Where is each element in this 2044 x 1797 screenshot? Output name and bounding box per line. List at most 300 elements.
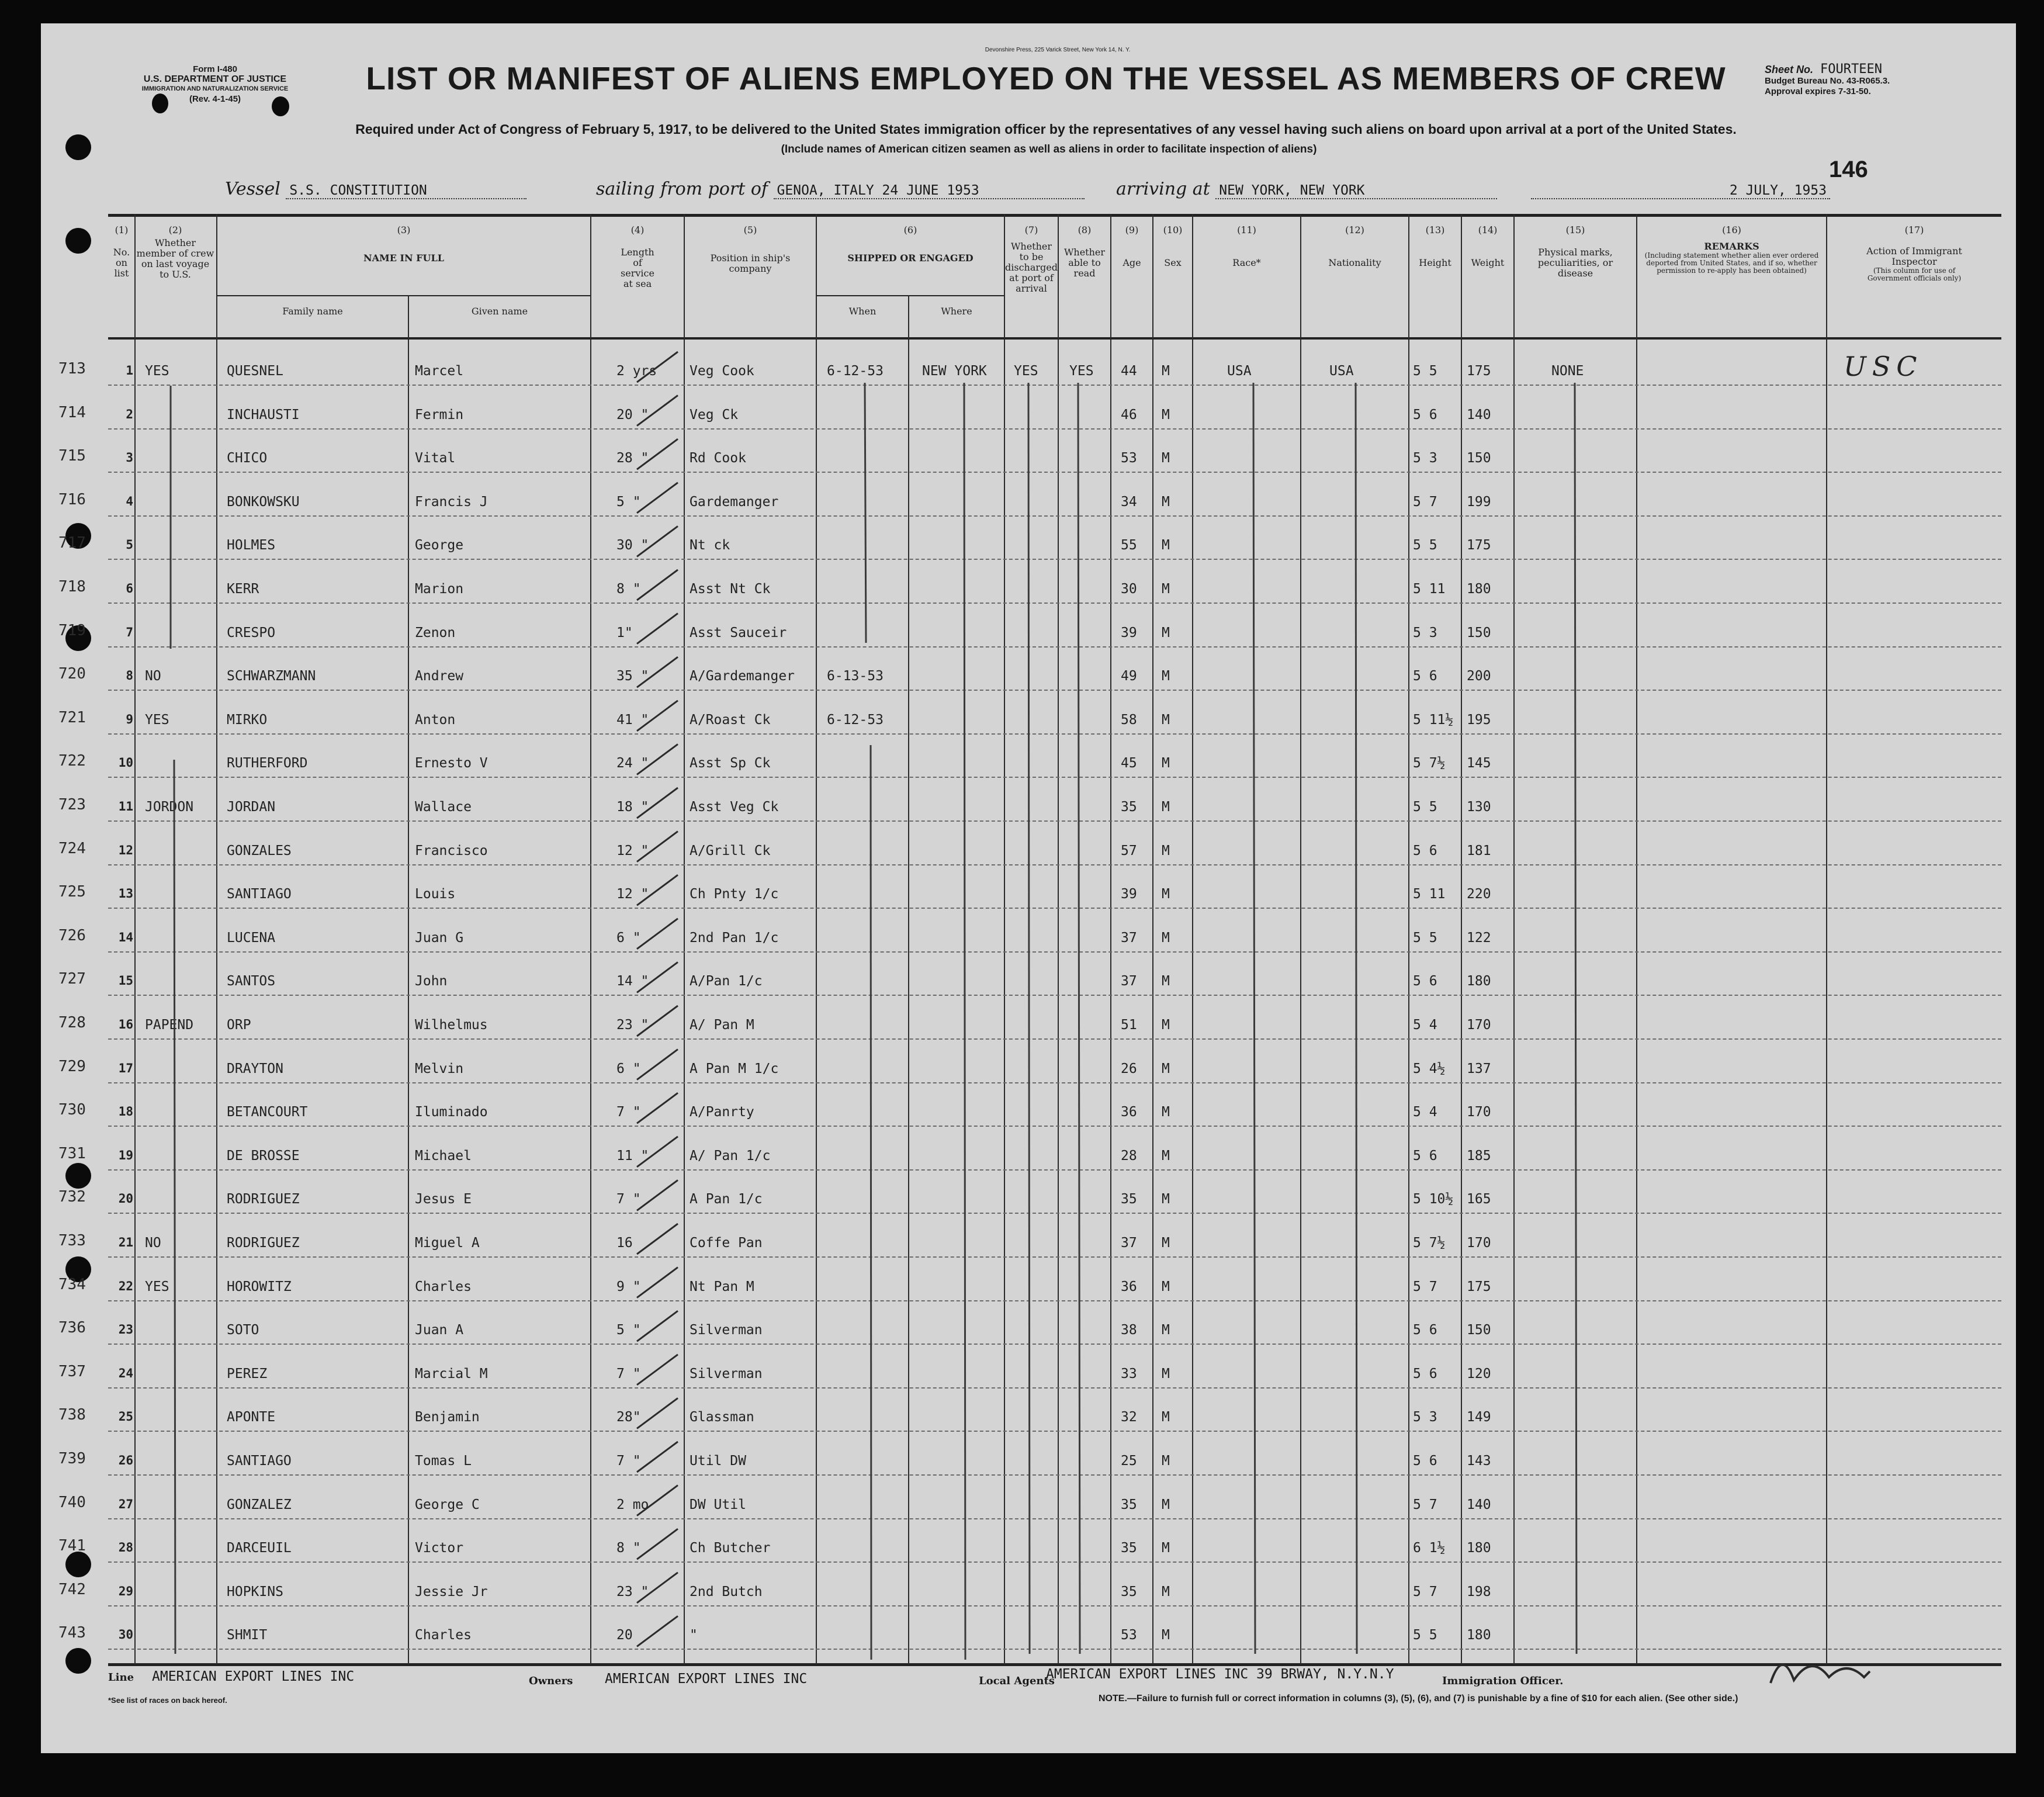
given-name-cell: Louis: [415, 887, 456, 902]
col7-number: (7): [1024, 224, 1038, 236]
service-length-cell: 28": [616, 1410, 641, 1425]
row-rule: [108, 603, 2001, 604]
given-name-cell: Juan G: [415, 930, 464, 946]
name-subheader-rule: [216, 295, 590, 296]
position-cell: 2nd Pan 1/c: [690, 930, 779, 946]
row-rule: [108, 472, 2001, 473]
given-name-cell: Charles: [415, 1628, 472, 1643]
col5-label: Position in ship's company: [710, 252, 791, 274]
col8-number: (8): [1078, 224, 1092, 236]
position-cell: Asst Sauceir: [690, 625, 787, 640]
row-rule: [108, 1082, 2001, 1083]
height-cell: 5 6: [1413, 843, 1437, 858]
given-name-cell: Marcial M: [415, 1366, 488, 1381]
weight-cell: 170: [1467, 1104, 1491, 1120]
row-number-cell: 19: [118, 1148, 133, 1162]
col11-label: Race*: [1232, 257, 1261, 268]
margin-number: 739: [58, 1450, 86, 1467]
sex-cell: M: [1162, 1584, 1170, 1599]
row-number-cell: 22: [118, 1279, 133, 1293]
weight-cell: 150: [1467, 1322, 1491, 1338]
service-length-cell: 24 ": [616, 756, 649, 771]
crew-status-cell: JORDON: [145, 799, 194, 815]
col3-number: (3): [397, 224, 411, 236]
age-cell: 38: [1121, 1322, 1137, 1338]
age-cell: 55: [1121, 538, 1137, 553]
family-name-cell: SCHWARZMANN: [227, 669, 316, 684]
sex-cell: M: [1162, 974, 1170, 989]
margin-number: 731: [58, 1144, 86, 1162]
position-cell: A Pan M 1/c: [690, 1061, 779, 1076]
row-number-cell: 3: [126, 451, 133, 465]
crew-status-cell: PAPEND: [145, 1017, 194, 1033]
margin-number: 730: [58, 1101, 86, 1119]
given-name-cell: Juan A: [415, 1322, 464, 1338]
position-cell: A Pan 1/c: [690, 1192, 763, 1207]
row-rule: [108, 428, 2001, 430]
age-cell: 49: [1121, 669, 1137, 684]
service-length-cell: 20 ": [616, 407, 649, 423]
col9-number: (9): [1125, 224, 1139, 236]
shipped-when-cell: 6-13-53: [827, 669, 884, 684]
col7-label: Whether to be discharged at port of arrival: [1005, 241, 1058, 294]
age-cell: 37: [1121, 930, 1137, 946]
margin-number: 729: [58, 1057, 86, 1075]
column-divider: [1192, 214, 1193, 1664]
col16-header: [1637, 225, 1826, 275]
weight-cell: 180: [1467, 974, 1491, 989]
col9-header: [1111, 225, 1152, 268]
row-rule: [108, 1649, 2001, 1650]
arriving-label: arriving at: [1116, 179, 1210, 199]
line-value: AMERICAN EXPORT LINES INC: [152, 1669, 355, 1684]
col12-label: Nationality: [1328, 257, 1381, 268]
family-name-cell: RODRIGUEZ: [227, 1235, 300, 1251]
service-length-cell: 5 ": [616, 1322, 641, 1338]
col3a-header: Family name: [282, 306, 343, 317]
family-name-cell: DRAYTON: [227, 1061, 283, 1076]
margin-number: 727: [58, 970, 86, 988]
subtitle: Required under Act of Congress of February 5, 1917, to be delivered to the United States immigration officer by the representatives of any vessel having such aliens on board upon arrival at a port of the United States.: [355, 122, 1737, 137]
family-name-cell: SANTIAGO: [227, 887, 292, 902]
sex-cell: M: [1162, 1628, 1170, 1643]
family-name-cell: SANTOS: [227, 974, 276, 989]
col10-label: Sex: [1164, 257, 1182, 268]
margin-number: 726: [58, 926, 86, 944]
row-rule: [108, 1256, 2001, 1258]
weight-cell: 149: [1467, 1410, 1491, 1425]
given-name-cell: Jesus E: [415, 1192, 472, 1207]
row-number-cell: 28: [118, 1540, 133, 1555]
age-cell: 30: [1121, 581, 1137, 597]
immigration-officer-label: Immigration Officer.: [1442, 1675, 1564, 1687]
weight-cell: 145: [1467, 756, 1491, 771]
row-number-cell: 16: [118, 1017, 133, 1031]
service-check-stroke: [637, 1093, 678, 1123]
family-name-cell: SOTO: [227, 1322, 259, 1338]
service-length-cell: 1": [616, 625, 633, 640]
row-rule: [108, 385, 2001, 386]
weight-cell: 220: [1467, 887, 1491, 902]
row-number-cell: 1: [126, 363, 133, 378]
row-rule: [108, 951, 2001, 953]
row-number-cell: 12: [118, 843, 133, 857]
weight-cell: 198: [1467, 1584, 1491, 1599]
col2-number: (2): [168, 224, 182, 236]
age-cell: 25: [1121, 1453, 1137, 1469]
given-name-cell: George: [415, 538, 464, 553]
height-cell: 5 10½: [1413, 1192, 1454, 1207]
service-check-stroke: [637, 614, 678, 644]
col8-header: [1059, 225, 1110, 279]
col13-label: Height: [1419, 257, 1451, 268]
position-cell: Ch Butcher: [690, 1540, 771, 1556]
weight-cell: 130: [1467, 799, 1491, 815]
sex-cell: M: [1162, 1148, 1170, 1164]
family-name-cell: DARCEUIL: [227, 1540, 292, 1556]
given-name-cell: George C: [415, 1497, 480, 1512]
margin-number: 728: [58, 1014, 86, 1031]
col13-number: (13): [1425, 224, 1445, 236]
sex-cell: M: [1162, 407, 1170, 423]
margin-number: 742: [58, 1580, 86, 1598]
col6a-header: When: [848, 306, 877, 317]
given-name-cell: Tomas L: [415, 1453, 472, 1469]
races-note: *See list of races on back hereof.: [108, 1696, 227, 1705]
col14-label: Weight: [1471, 257, 1505, 268]
service-check-stroke: [637, 1050, 678, 1080]
weight-cell: 181: [1467, 843, 1491, 858]
age-cell: 35: [1121, 1540, 1137, 1556]
service-length-cell: 30 ": [616, 538, 649, 553]
family-name-cell: BONKOWSKU: [227, 494, 300, 510]
punch-hole: [65, 228, 91, 254]
row-number-cell: 26: [118, 1453, 133, 1467]
position-cell: Gardemanger: [690, 494, 779, 510]
col6b-header: Where: [941, 306, 972, 317]
height-cell: 5 5: [1413, 930, 1437, 946]
weight-cell: 150: [1467, 451, 1491, 466]
height-cell: 5 7: [1413, 1279, 1437, 1294]
service-length-cell: 41 ": [616, 712, 649, 728]
family-name-cell: SHMIT: [227, 1628, 268, 1643]
col6-number: (6): [903, 224, 917, 236]
table-bottom-rule: [108, 1663, 2001, 1666]
service-check-stroke: [637, 483, 678, 513]
arriving-line: [1116, 179, 1497, 208]
col4-number: (4): [630, 224, 645, 236]
sailing-line: [596, 179, 1085, 208]
height-cell: 5 3: [1413, 625, 1437, 640]
row-number-cell: 2: [126, 407, 133, 421]
service-length-cell: 6 ": [616, 930, 641, 946]
age-cell: 37: [1121, 1235, 1137, 1251]
row-rule: [108, 777, 2001, 778]
height-cell: 5 5: [1413, 1628, 1437, 1643]
column-divider: [816, 214, 817, 1664]
col17-number: (17): [1904, 224, 1924, 236]
age-cell: 35: [1121, 1497, 1137, 1512]
service-length-cell: 28 ": [616, 451, 649, 466]
age-cell: 33: [1121, 1366, 1137, 1381]
column-divider: [134, 214, 136, 1664]
header-bottom-rule: [108, 337, 2001, 340]
margin-number: 734: [58, 1275, 86, 1293]
sex-cell: M: [1162, 1497, 1170, 1512]
family-name-cell: HOROWITZ: [227, 1279, 292, 1294]
row-number-cell: 11: [118, 799, 133, 813]
family-name-cell: ORP: [227, 1017, 251, 1033]
col14-header: [1462, 225, 1513, 268]
family-name-cell: DE BROSSE: [227, 1148, 300, 1164]
row-number-cell: 9: [126, 712, 133, 726]
service-length-cell: 6 ": [616, 1061, 641, 1076]
height-cell: 5 5: [1413, 799, 1437, 815]
row-number-cell: 8: [126, 669, 133, 683]
position-cell: A/Roast Ck: [690, 712, 771, 728]
height-cell: 5 11½: [1413, 712, 1454, 728]
margin-number: 741: [58, 1537, 86, 1555]
position-cell: Silverman: [690, 1322, 763, 1338]
age-cell: 44: [1121, 363, 1137, 379]
local-agents-label: Local Agents: [979, 1675, 1055, 1687]
margin-number: 723: [58, 796, 86, 813]
manifest-page: [41, 23, 2016, 1753]
column-divider: [684, 214, 685, 1664]
service-length-cell: 23 ": [616, 1017, 649, 1033]
form-revision: (Rev. 4-1-45): [189, 94, 241, 104]
service-length-cell: 8 ": [616, 581, 641, 597]
height-cell: 5 6: [1413, 407, 1437, 423]
position-cell: A/Gardemanger: [690, 669, 795, 684]
sex-cell: M: [1162, 363, 1170, 379]
height-cell: 6 1½: [1413, 1540, 1446, 1556]
row-rule: [108, 1344, 2001, 1345]
row-number-cell: 17: [118, 1061, 133, 1075]
margin-number: 740: [58, 1493, 86, 1511]
col15-header: [1515, 225, 1636, 279]
col3-label: NAME IN FULL: [363, 252, 444, 264]
col10-header: [1153, 225, 1192, 268]
date-line: [1531, 179, 1830, 208]
given-name-cell: Vital: [415, 451, 456, 466]
position-cell: Asst Sp Ck: [690, 756, 771, 771]
margin-number: 722: [58, 752, 86, 770]
service-check-stroke: [637, 1180, 678, 1210]
margin-number: 737: [58, 1362, 86, 1380]
margin-number: 720: [58, 665, 86, 683]
owners-value: AMERICAN EXPORT LINES INC: [605, 1671, 808, 1687]
row-number-cell: 29: [118, 1584, 133, 1598]
service-length-cell: 14 ": [616, 974, 649, 989]
col11-number: (11): [1237, 224, 1256, 236]
col3-header: [217, 225, 590, 264]
arriving-port: NEW YORK, NEW YORK: [1215, 183, 1497, 199]
row-rule: [108, 515, 2001, 517]
row-rule: [108, 733, 2001, 735]
height-cell: 5 7: [1413, 1584, 1437, 1599]
height-cell: 5 7½: [1413, 756, 1446, 771]
punch-hole: [65, 1648, 91, 1674]
weight-cell: 180: [1467, 581, 1491, 597]
column-divider: [1513, 214, 1515, 1664]
family-name-cell: BETANCOURT: [227, 1104, 308, 1120]
height-cell: 5 11: [1413, 581, 1446, 597]
sex-cell: M: [1162, 494, 1170, 510]
sex-cell: M: [1162, 1235, 1170, 1251]
row-number-cell: 6: [126, 581, 133, 595]
given-name-cell: Wilhelmus: [415, 1017, 488, 1033]
shipped-subheader-rule: [816, 295, 1004, 296]
service-check-stroke: [637, 1398, 678, 1428]
sex-cell: M: [1162, 1104, 1170, 1120]
row-rule: [108, 1561, 2001, 1563]
crew-status-cell: NO: [145, 1235, 161, 1251]
row-rule: [108, 1431, 2001, 1432]
age-cell: 45: [1121, 756, 1137, 771]
service-length-cell: 2 yrs: [616, 363, 657, 379]
nationality-cell: USA: [1329, 363, 1354, 379]
age-cell: 53: [1121, 1628, 1137, 1643]
family-name-cell: JORDAN: [227, 799, 276, 815]
margin-number: 715: [58, 447, 86, 465]
crew-status-cell: YES: [145, 712, 169, 728]
subtitle-note: (Include names of American citizen seamen as well as aliens in order to facilitate inspection of aliens): [781, 143, 1317, 155]
sex-cell: M: [1162, 799, 1170, 815]
given-name-cell: Victor: [415, 1540, 464, 1556]
given-name-cell: John: [415, 974, 448, 989]
row-number-cell: 5: [126, 538, 133, 552]
sex-cell: M: [1162, 843, 1170, 858]
age-cell: 53: [1121, 451, 1137, 466]
weight-cell: 175: [1467, 363, 1491, 379]
family-name-cell: CRESPO: [227, 625, 276, 640]
age-cell: 35: [1121, 799, 1137, 815]
col4-label: Length of service at sea: [621, 247, 654, 289]
stamped-page-number: 146: [1829, 157, 1868, 182]
sex-cell: M: [1162, 930, 1170, 946]
family-name-cell: KERR: [227, 581, 259, 597]
weight-cell: 180: [1467, 1628, 1491, 1643]
col10-number: (10): [1163, 224, 1183, 236]
margin-number: 717: [58, 534, 86, 552]
family-name-cell: QUESNEL: [227, 363, 283, 379]
family-name-cell: CHICO: [227, 451, 268, 466]
sex-cell: M: [1162, 451, 1170, 466]
height-cell: 5 6: [1413, 1322, 1437, 1338]
height-cell: 5 5: [1413, 363, 1437, 379]
sex-cell: M: [1162, 1453, 1170, 1469]
row-number-cell: 21: [118, 1235, 133, 1249]
position-cell: ": [690, 1628, 698, 1643]
row-number-cell: 7: [126, 625, 133, 639]
form-number: Form I-480: [193, 64, 237, 74]
sailing-port: GENOA, ITALY 24 JUNE 1953: [774, 183, 1085, 199]
inspector-action-cell: USC: [1844, 351, 1923, 382]
row-number-cell: 24: [118, 1366, 133, 1380]
shipped-where-cell: NEW YORK: [922, 363, 987, 379]
given-name-cell: Jessie Jr: [415, 1584, 488, 1599]
row-number-cell: 25: [118, 1410, 133, 1424]
budget-number: Budget Bureau No. 43-R065.3.: [1765, 76, 1890, 86]
column-divider: [1408, 214, 1409, 1664]
age-cell: 35: [1121, 1192, 1137, 1207]
service-check-stroke: [637, 1224, 678, 1254]
given-name-cell: Fermin: [415, 407, 464, 423]
age-cell: 36: [1121, 1104, 1137, 1120]
column-divider: [1300, 214, 1301, 1664]
row-rule: [108, 1605, 2001, 1606]
sex-cell: M: [1162, 1540, 1170, 1556]
crew-status-cell: YES: [145, 363, 169, 379]
margin-number: 724: [58, 839, 86, 857]
position-cell: Util DW: [690, 1453, 746, 1469]
family-name-cell: APONTE: [227, 1410, 276, 1425]
age-cell: 34: [1121, 494, 1137, 510]
department: U.S. DEPARTMENT OF JUSTICE: [143, 74, 287, 84]
age-cell: 39: [1121, 887, 1137, 902]
height-cell: 5 4: [1413, 1017, 1437, 1033]
sheet-label: Sheet No.: [1765, 64, 1814, 75]
sex-cell: M: [1162, 1366, 1170, 1381]
age-cell: 46: [1121, 407, 1137, 423]
row-rule: [108, 1474, 2001, 1476]
sex-cell: M: [1162, 1192, 1170, 1207]
family-name-cell: MIRKO: [227, 712, 268, 728]
shipped-when-cell: 6-12-53: [827, 363, 884, 379]
column-divider: [216, 214, 217, 1664]
vessel-label: Vessel: [225, 179, 280, 199]
row-number-cell: 13: [118, 887, 133, 901]
col4-header: [591, 225, 684, 289]
given-name-cell: Marcel: [415, 363, 464, 379]
col7-header: [1005, 225, 1058, 294]
sex-cell: M: [1162, 581, 1170, 597]
service-length-cell: 18 ": [616, 799, 649, 815]
height-cell: 5 6: [1413, 1366, 1437, 1381]
row-number-cell: 14: [118, 930, 133, 944]
column-divider: [1058, 214, 1059, 1664]
column-divider: [1004, 214, 1005, 1664]
col9-label: Age: [1123, 257, 1141, 268]
column-divider: [1461, 214, 1462, 1664]
crew-status-cell: NO: [145, 669, 161, 684]
weight-cell: 150: [1467, 625, 1491, 640]
service-check-stroke: [637, 570, 678, 600]
row-number-cell: 27: [118, 1497, 133, 1511]
sex-cell: M: [1162, 1410, 1170, 1425]
service-length-cell: 12 ": [616, 843, 649, 858]
age-cell: 57: [1121, 843, 1137, 858]
row-rule: [108, 820, 2001, 822]
weight-cell: 120: [1467, 1366, 1491, 1381]
family-name-cell: SANTIAGO: [227, 1453, 292, 1469]
owners-label: Owners: [529, 1675, 573, 1687]
height-cell: 5 3: [1413, 451, 1437, 466]
margin-number: 719: [58, 621, 86, 639]
sheet-info: [1765, 64, 1890, 97]
sailing-label: sailing from port of: [596, 179, 768, 199]
column-divider: [408, 295, 409, 1664]
row-rule: [108, 1038, 2001, 1040]
position-cell: A/ Pan 1/c: [690, 1148, 771, 1164]
given-name-cell: Wallace: [415, 799, 472, 815]
given-name-cell: Benjamin: [415, 1410, 480, 1425]
row-number-cell: 15: [118, 974, 133, 988]
given-name-cell: Charles: [415, 1279, 472, 1294]
sex-cell: M: [1162, 538, 1170, 553]
vessel-name: S.S. CONSTITUTION: [286, 183, 526, 199]
